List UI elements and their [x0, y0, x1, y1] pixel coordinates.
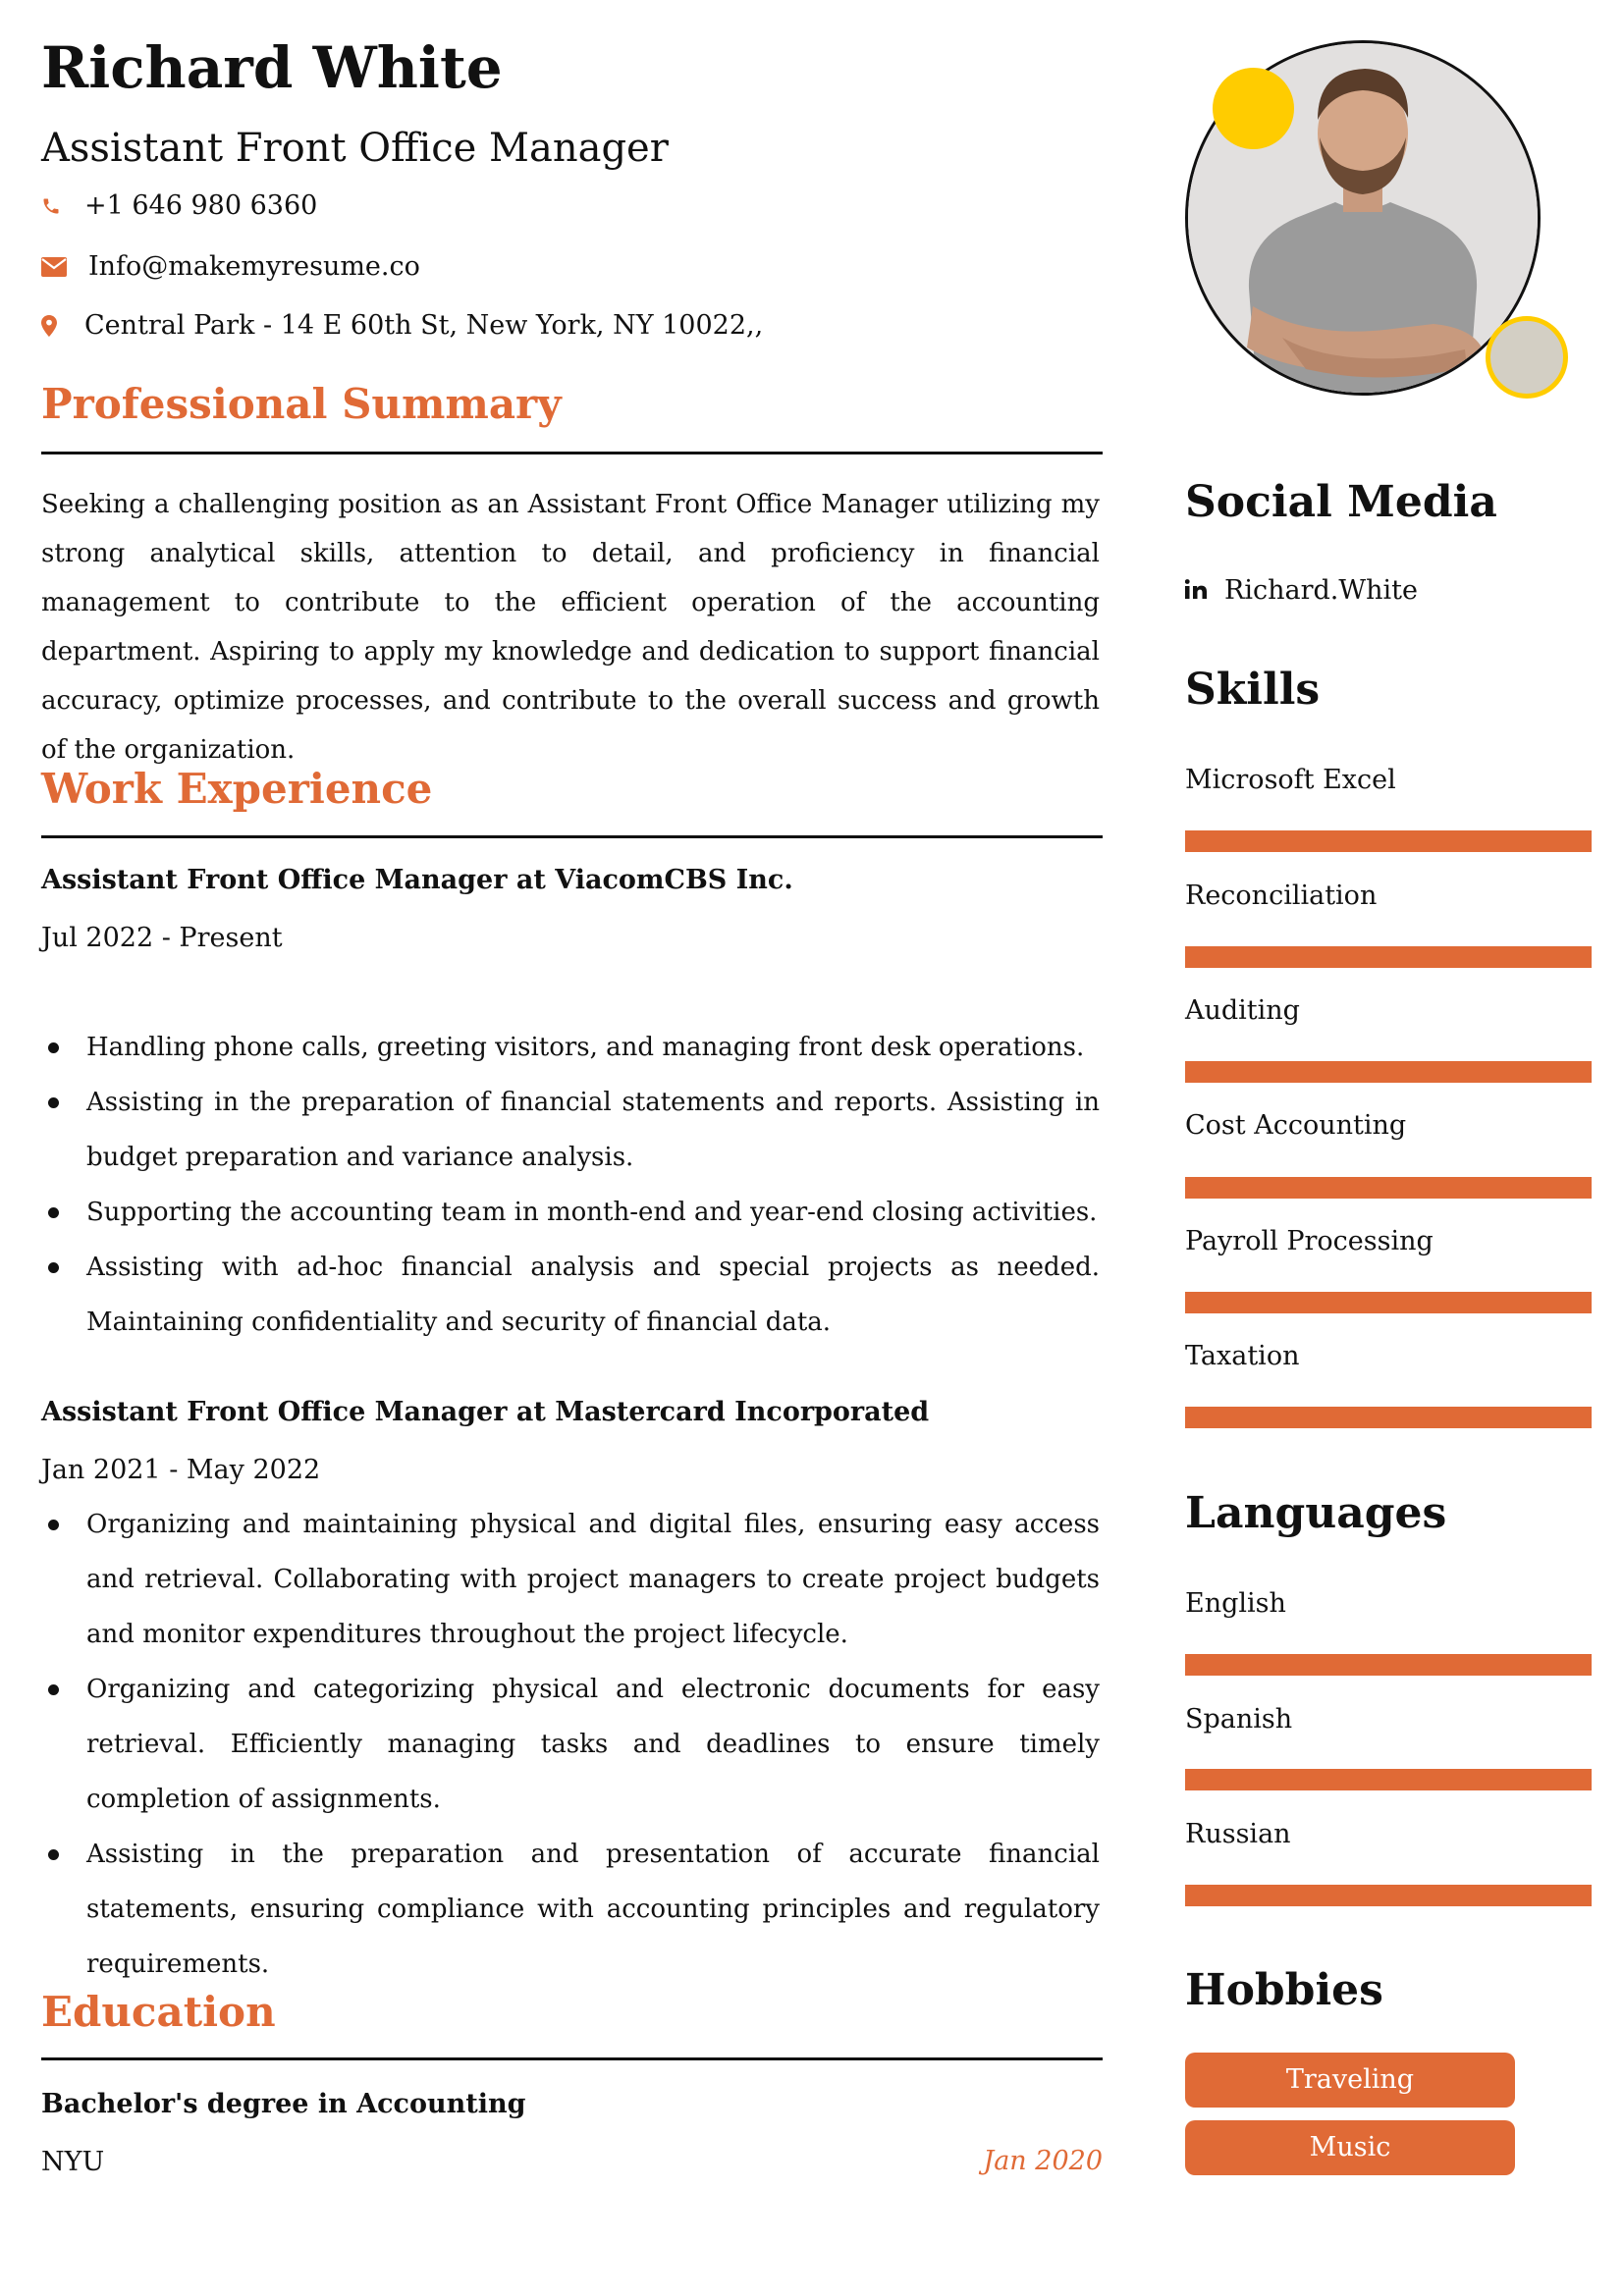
phone-text: +1 646 980 6360	[84, 190, 318, 221]
education-degree: Bachelor's degree in Accounting	[41, 2089, 526, 2119]
email-text: Info@makemyresume.co	[88, 251, 420, 282]
section-divider	[41, 452, 1103, 454]
linkedin-icon	[1185, 575, 1224, 606]
skill-label: Payroll Processing	[1185, 1226, 1434, 1256]
skill-bar	[1185, 1061, 1592, 1083]
skill-bar	[1185, 830, 1592, 852]
list-item: Organizing and categorizing physical and electronic documents for easy retrieval. Efficiently managing tasks and deadlines to ensure timely completion of assignments.	[41, 1662, 1100, 1827]
list-item: Assisting in the preparation and presentation of accurate financial statements, ensuring compliance with accounting principles and regulatory requirements.	[41, 1827, 1100, 1992]
phone-icon	[41, 191, 75, 221]
section-title-education: Education	[41, 1988, 276, 2036]
skill-label: Auditing	[1185, 995, 1300, 1026]
section-title-experience: Work Experience	[41, 765, 433, 813]
envelope-icon	[41, 252, 75, 282]
contact-phone	[41, 190, 317, 221]
language-bar	[1185, 1885, 1592, 1906]
map-pin-icon	[41, 311, 75, 341]
skill-label: Cost Accounting	[1185, 1110, 1407, 1141]
contact-email	[41, 251, 420, 282]
job-dates: Jan 2021 - May 2022	[41, 1455, 321, 1485]
job-title: Assistant Front Office Manager at Mastercard Incorporated	[41, 1397, 930, 1427]
section-divider	[41, 2057, 1103, 2060]
section-title-summary: Professional Summary	[41, 380, 562, 428]
education-school: NYU	[41, 2147, 105, 2177]
skill-bar	[1185, 1292, 1592, 1313]
contact-address	[41, 310, 763, 341]
language-bar	[1185, 1769, 1592, 1790]
job-bullets	[41, 1497, 1100, 1992]
language-bar	[1185, 1654, 1592, 1676]
address-text: Central Park - 14 E 60th St, New York, NY 10022,,	[84, 310, 764, 341]
job-bullets	[41, 1020, 1100, 1350]
language-label: Spanish	[1185, 1704, 1293, 1735]
section-divider	[41, 835, 1103, 838]
decorative-dot	[1486, 316, 1568, 399]
social-linkedin[interactable]	[1185, 575, 1418, 606]
job-dates: Jul 2022 - Present	[41, 923, 283, 953]
section-title-skills: Skills	[1185, 665, 1321, 715]
candidate-name: Richard White	[41, 34, 503, 101]
hobby-tag: Music	[1185, 2120, 1515, 2175]
list-item: Handling phone calls, greeting visitors, and managing front desk operations.	[41, 1020, 1100, 1075]
skill-bar	[1185, 946, 1592, 968]
list-item: Assisting with ad-hoc financial analysis and special projects as needed. Maintaining confidentiality and security of financial data.	[41, 1240, 1100, 1350]
linkedin-handle: Richard.White	[1224, 575, 1418, 606]
decorative-dot	[1213, 68, 1294, 149]
summary-text: Seeking a challenging position as an Assistant Front Office Manager utilizing my strong analytical skills, attention to detail, and proficiency in financial management to contribute to the efficient operation of the accounting department. Aspiring to apply my knowledge and dedication to support financial accuracy, optimize processes, and contribute to the overall success and growth of the organization.	[41, 490, 1100, 765]
list-item: Supporting the accounting team in month-end and year-end closing activities.	[41, 1185, 1100, 1240]
section-title-hobbies: Hobbies	[1185, 1965, 1383, 2015]
candidate-title: Assistant Front Office Manager	[41, 126, 669, 171]
section-title-social: Social Media	[1185, 477, 1497, 527]
skill-label: Reconciliation	[1185, 881, 1378, 911]
language-label: Russian	[1185, 1819, 1291, 1849]
skill-bar	[1185, 1407, 1592, 1428]
skill-label: Taxation	[1185, 1341, 1300, 1371]
section-title-languages: Languages	[1185, 1488, 1447, 1538]
hobby-tag: Traveling	[1185, 2053, 1515, 2108]
skill-label: Microsoft Excel	[1185, 765, 1396, 795]
language-label: English	[1185, 1588, 1286, 1619]
skill-bar	[1185, 1177, 1592, 1199]
education-date: Jan 2020	[983, 2146, 1103, 2176]
job-title: Assistant Front Office Manager at ViacomCBS Inc.	[41, 865, 793, 895]
list-item: Organizing and maintaining physical and digital files, ensuring easy access and retrieval. Collaborating with project managers to create project budgets and monitor expenditures throughout the project lifecycle.	[41, 1497, 1100, 1662]
list-item: Assisting in the preparation of financial statements and reports. Assisting in budget preparation and variance analysis.	[41, 1075, 1100, 1185]
